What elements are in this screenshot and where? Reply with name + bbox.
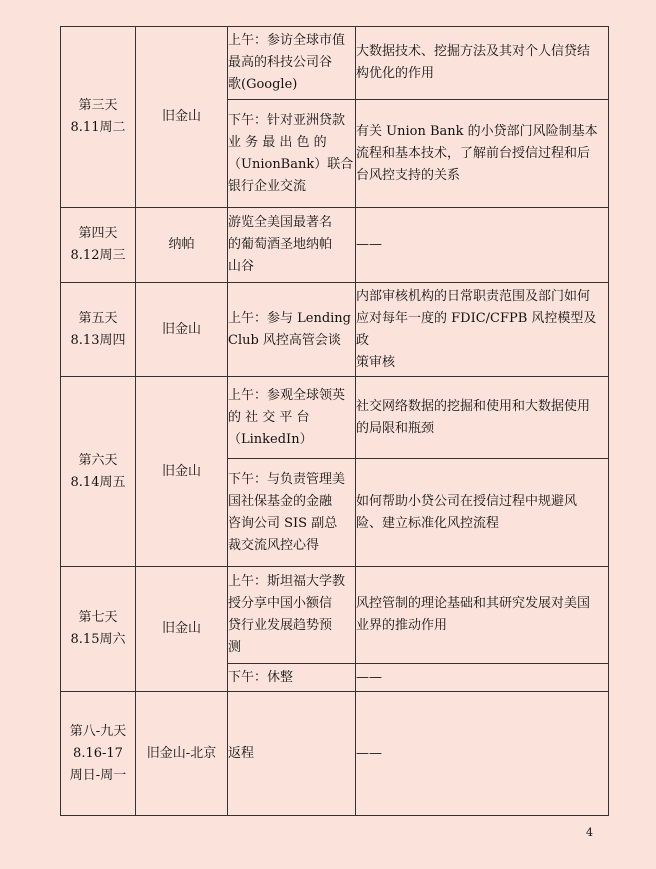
- date-label: 8.15周六: [70, 632, 126, 647]
- day-label: 第五天: [78, 310, 118, 326]
- weekday-label: 周日-周一: [69, 767, 127, 783]
- place-cell: 旧金山: [136, 27, 228, 208]
- table-row: [61, 567, 609, 664]
- activity-cell: 上午：参访全球市值 最高的科技公司谷 歌(Google): [228, 27, 356, 100]
- day-label: 第七天: [78, 610, 118, 625]
- activity-cell: 下午：休整: [228, 664, 356, 692]
- day-cell: [61, 377, 136, 567]
- content-cell: 如何帮助小贷公司在授信过程中规避风 险、建立标准化风控流程: [356, 459, 609, 567]
- place-cell: 旧金山: [136, 283, 228, 377]
- activity-cell: 下午：针对亚洲贷款 业 务 最 出 色 的 （UnionBank）联合 银行企业交流: [228, 100, 356, 208]
- day-label: 第六天: [78, 452, 118, 468]
- day-label: 第三天: [78, 98, 118, 113]
- table-row: [61, 377, 609, 459]
- table-row: [61, 27, 609, 100]
- content-cell: ——: [356, 664, 609, 692]
- content-cell: ——: [356, 208, 609, 283]
- table-row: [61, 283, 609, 377]
- place-cell: 旧金山: [136, 377, 228, 567]
- activity-cell: 返程: [228, 692, 356, 816]
- date-label: 8.13周四: [70, 332, 126, 348]
- day-cell: [61, 27, 136, 208]
- content-cell: ——: [356, 692, 609, 816]
- place-cell: 旧金山-北京: [136, 692, 228, 816]
- activity-cell: 上午：参观全球领英 的 社 交 平 台 （LinkedIn）: [228, 377, 356, 459]
- activity-cell: 上午：斯坦福大学教 授分享中国小额信 贷行业发展趋势预 测: [228, 567, 356, 664]
- activity-cell: 上午：参与 Lending Club 风控高管会谈: [228, 283, 356, 377]
- page-number: 4: [586, 826, 593, 839]
- content-cell: 内部审核机构的日常职责范围及部门如何 应对每年一度的 FDIC/CFPB 风控模型及政 策审核: [356, 283, 609, 377]
- activity-cell: 游览全美国最著名 的葡萄酒圣地纳帕 山谷: [228, 208, 356, 283]
- itinerary-table: [60, 26, 609, 816]
- place-cell: 旧金山: [136, 567, 228, 692]
- place-cell: 纳帕: [136, 208, 228, 283]
- date-label: 8.16-17: [73, 745, 123, 761]
- table-row: [61, 208, 609, 283]
- date-label: 8.12周三: [70, 248, 126, 263]
- content-cell: 风控管制的理论基础和其研究发展对美国 业界的推动作用: [356, 567, 609, 664]
- day-label: 第四天: [78, 226, 118, 241]
- table-row: [61, 692, 609, 816]
- day-cell: [61, 692, 136, 816]
- content-cell: 有关 Union Bank 的小贷部门风险制基本 流程和基本技术，了解前台授信过程和后 台风控支持的关系: [356, 100, 609, 208]
- content-cell: 社交网络数据的挖掘和使用和大数据使用 的局限和瓶颈: [356, 377, 609, 459]
- date-label: 8.14周五: [70, 474, 126, 490]
- day-cell: [61, 283, 136, 377]
- date-label: 8.11周二: [70, 120, 126, 135]
- activity-cell: 下午：与负责管理美 国社保基金的金融 咨询公司 SIS 副总 裁交流风控心得: [228, 459, 356, 567]
- day-cell: [61, 208, 136, 283]
- day-cell: [61, 567, 136, 692]
- day-label: 第八-九天: [69, 723, 127, 739]
- content-cell: 大数据技术、挖掘方法及其对个人信贷结 构优化的作用: [356, 27, 609, 100]
